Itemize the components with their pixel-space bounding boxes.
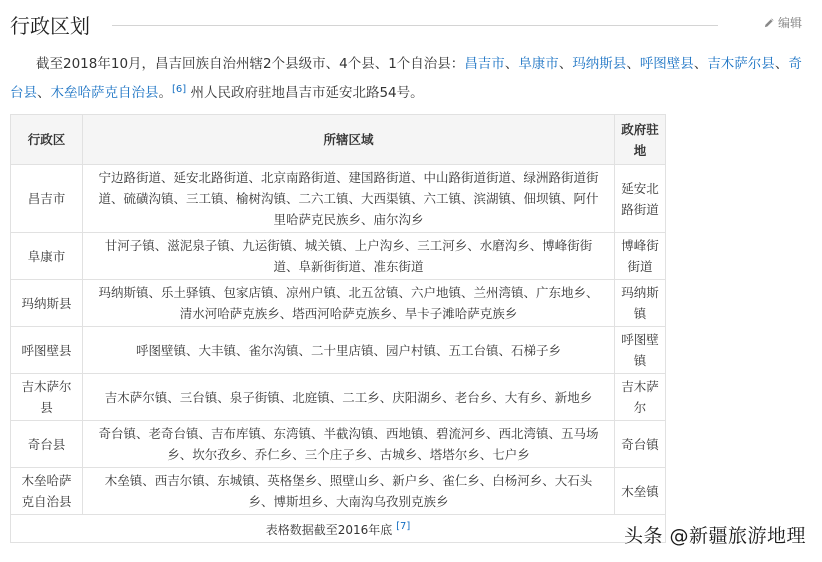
intro-link[interactable]: 吉木萨尔县 (707, 56, 775, 72)
intro-link[interactable]: 玛纳斯县 (572, 56, 627, 72)
table-row (11, 233, 666, 280)
intro-link[interactable]: 木垒哈萨克自治县 (50, 85, 159, 101)
watermark: 头条 @新疆旅游地理 (623, 525, 806, 547)
division-seat-cell: 博峰街街道 (615, 233, 666, 280)
division-seat-cell: 延安北路街道 (615, 165, 666, 233)
division-name-cell: 奇台县 (11, 421, 83, 468)
table-row (11, 374, 666, 421)
intro-paragraph (10, 52, 810, 106)
pencil-icon (764, 17, 775, 28)
intro-link-separator: 、 (774, 56, 789, 72)
division-areas-cell: 玛纳斯镇、乐土驿镇、包家店镇、凉州户镇、北五岔镇、六户地镇、兰州湾镇、广东地乡、清水河哈萨克族乡、塔西河哈萨克族乡、旱卡子滩哈萨克族乡 (82, 280, 614, 327)
division-areas-cell: 奇台镇、老奇台镇、吉布库镇、东湾镇、半截沟镇、西地镇、碧流河乡、西北湾镇、五马场乡、坎尔孜乡、乔仁乡、三个庄子乡、古城乡、塔塔尔乡、七户乡 (82, 421, 614, 468)
division-name-cell: 昌吉市 (11, 165, 83, 233)
title-divider (112, 25, 718, 26)
header-areas: 所辖区域 (82, 115, 614, 165)
division-seat-cell: 奇台镇 (615, 421, 666, 468)
table-header-row (11, 115, 666, 165)
division-name-cell: 玛纳斯县 (11, 280, 83, 327)
intro-link-separator: 。 (158, 85, 172, 101)
table-footer-row (11, 515, 666, 543)
intro-reference[interactable]: [6] (172, 84, 187, 95)
edit-link[interactable] (764, 14, 802, 31)
table-row (11, 165, 666, 233)
section-title: 行政区划 (10, 14, 90, 38)
intro-text-after: 州人民政府驻地昌吉市延安北路54号。 (186, 85, 424, 101)
division-table (10, 114, 666, 543)
table-footer-reference[interactable]: [7] (396, 521, 411, 532)
intro-link[interactable]: 阜康市 (518, 56, 559, 72)
division-name-cell: 呼图壁县 (11, 327, 83, 374)
intro-link[interactable]: 昌吉市 (464, 56, 505, 72)
table-row (11, 468, 666, 515)
division-seat-cell: 木垒镇 (615, 468, 666, 515)
division-seat-cell: 玛纳斯镇 (615, 280, 666, 327)
header-seat: 政府驻地 (615, 115, 666, 165)
intro-link-separator: 、 (558, 56, 573, 72)
intro-link-separator: 、 (504, 56, 519, 72)
division-areas-cell: 木垒镇、西吉尔镇、东城镇、英格堡乡、照壁山乡、新户乡、雀仁乡、白杨河乡、大石头乡、博斯坦乡、大南沟乌孜别克族乡 (82, 468, 614, 515)
intro-link-separator: 、 (626, 56, 640, 72)
division-seat-cell: 呼图壁镇 (615, 327, 666, 374)
intro-link-separator: 、 (693, 56, 708, 72)
intro-link-separator: 、 (37, 85, 51, 101)
table-row (11, 280, 666, 327)
header-division: 行政区 (11, 115, 83, 165)
division-areas-cell: 甘河子镇、滋泥泉子镇、九运街镇、城关镇、上户沟乡、三工河乡、水磨沟乡、博峰街街道、阜新街街道、准东街道 (82, 233, 614, 280)
division-seat-cell: 吉木萨尔 (615, 374, 666, 421)
table-row (11, 421, 666, 468)
intro-link[interactable]: 呼图壁县 (639, 56, 694, 72)
table-footer (11, 515, 666, 543)
table-body (11, 165, 666, 515)
division-areas-cell: 呼图壁镇、大丰镇、雀尔沟镇、二十里店镇、园户村镇、五工台镇、石梯子乡 (82, 327, 614, 374)
division-name-cell: 阜康市 (11, 233, 83, 280)
edit-label: 编辑 (777, 16, 802, 30)
division-name-cell: 木垒哈萨克自治县 (11, 468, 83, 515)
division-areas-cell: 吉木萨尔镇、三台镇、泉子街镇、北庭镇、二工乡、庆阳湖乡、老台乡、大有乡、新地乡 (82, 374, 614, 421)
intro-link[interactable]: 奇台县 (10, 56, 802, 101)
table-row (11, 327, 666, 374)
division-name-cell: 吉木萨尔县 (11, 374, 83, 421)
intro-text-before: 截至2018年10月，昌吉回族自治州辖2个县级市、4个县、1个自治县： (36, 56, 465, 72)
division-areas-cell: 宁边路街道、延安北路街道、北京南路街道、建国路街道、中山路街道街道、绿洲路街道街道、硫磺沟镇、三工镇、榆树沟镇、二六工镇、大西渠镇、六工镇、滨湖镇、佃坝镇、阿什里哈萨克民族乡、庙尔沟乡 (82, 165, 614, 233)
table-footer-note: 表格数据截至2016年底 (265, 523, 393, 537)
